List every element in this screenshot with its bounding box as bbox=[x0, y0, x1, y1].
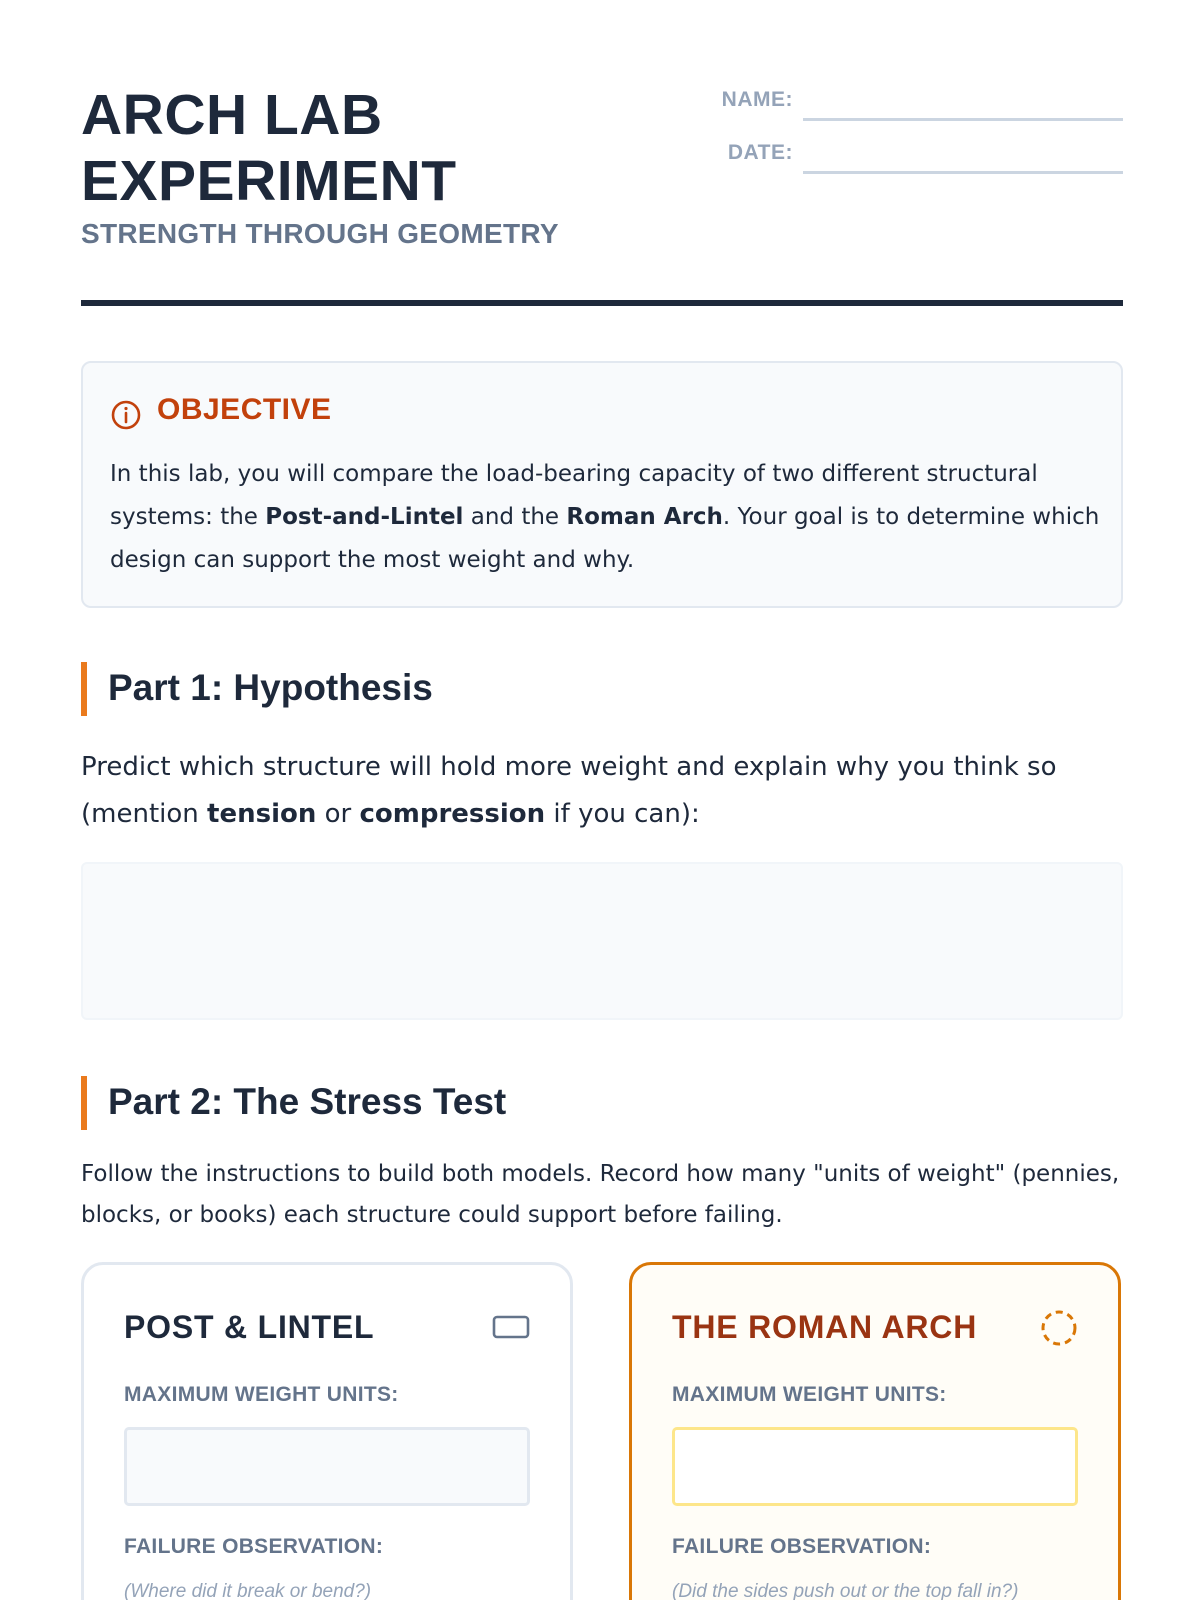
name-label: NAME: bbox=[721, 88, 793, 111]
part-2-heading bbox=[81, 1076, 1123, 1130]
post-lintel-weight-input[interactable] bbox=[124, 1427, 530, 1506]
objective-box bbox=[81, 361, 1123, 608]
title-line-2: EXPERIMENT bbox=[81, 149, 457, 213]
part-1-title: Part 1: Hypothesis bbox=[108, 667, 433, 708]
name-line[interactable] bbox=[803, 118, 1123, 121]
term-roman-arch: Roman Arch bbox=[566, 504, 723, 530]
hypothesis-answer-area[interactable] bbox=[81, 862, 1123, 1020]
roman-arch-card bbox=[629, 1262, 1121, 1600]
hypothesis-prompt: Predict which structure will hold more weight and explain why you think so (mention tension or compression if you can): bbox=[81, 752, 1057, 829]
date-field bbox=[693, 139, 1123, 175]
roman-arch-failure-label: FAILURE OBSERVATION: bbox=[672, 1535, 932, 1558]
page-subtitle: STRENGTH THROUGH GEOMETRY bbox=[81, 218, 559, 249]
stress-test-instructions: Follow the instructions to build both models. Record how many "units of weight" (pennies, blocks, or books) each structure could support before failing. bbox=[81, 1161, 1120, 1228]
dashed-circle-icon bbox=[1040, 1309, 1078, 1347]
term-post-and-lintel: Post-and-Lintel bbox=[265, 504, 464, 530]
objective-text: In this lab, you will compare the load-bearing capacity of two different structural systems: the Post-and-Lintel and the Roman Arch. Your goal is to determine which design can support the most weight and why. bbox=[110, 461, 1100, 573]
worksheet-page bbox=[81, 0, 1123, 1600]
rectangle-icon bbox=[492, 1315, 530, 1339]
page-title bbox=[81, 82, 457, 214]
objective-title: OBJECTIVE bbox=[157, 393, 332, 426]
post-lintel-card bbox=[81, 1262, 573, 1600]
header-divider bbox=[81, 300, 1123, 306]
roman-arch-title: THE ROMAN ARCH bbox=[672, 1309, 978, 1345]
roman-arch-failure-hint: (Did the sides push out or the top fall in?) bbox=[672, 1581, 1019, 1600]
post-lintel-failure-label: FAILURE OBSERVATION: bbox=[124, 1535, 384, 1558]
part-1-heading bbox=[81, 662, 1123, 716]
post-lintel-weight-label: MAXIMUM WEIGHT UNITS: bbox=[124, 1383, 399, 1406]
post-lintel-title: POST & LINTEL bbox=[124, 1309, 375, 1345]
date-label: DATE: bbox=[727, 141, 793, 164]
term-tension: tension bbox=[207, 799, 317, 829]
roman-arch-weight-input[interactable] bbox=[672, 1427, 1078, 1506]
title-line-1: ARCH LAB bbox=[81, 83, 383, 147]
term-compression: compression bbox=[359, 799, 546, 829]
part-2-title: Part 2: The Stress Test bbox=[108, 1081, 507, 1122]
info-circle-icon bbox=[110, 399, 142, 431]
heading-accent-bar bbox=[81, 1076, 87, 1130]
roman-arch-weight-label: MAXIMUM WEIGHT UNITS: bbox=[672, 1383, 947, 1406]
heading-accent-bar bbox=[81, 662, 87, 716]
date-line[interactable] bbox=[803, 171, 1123, 174]
name-field bbox=[693, 86, 1123, 122]
post-lintel-failure-hint: (Where did it break or bend?) bbox=[124, 1581, 372, 1600]
worksheet-header bbox=[81, 82, 1123, 302]
